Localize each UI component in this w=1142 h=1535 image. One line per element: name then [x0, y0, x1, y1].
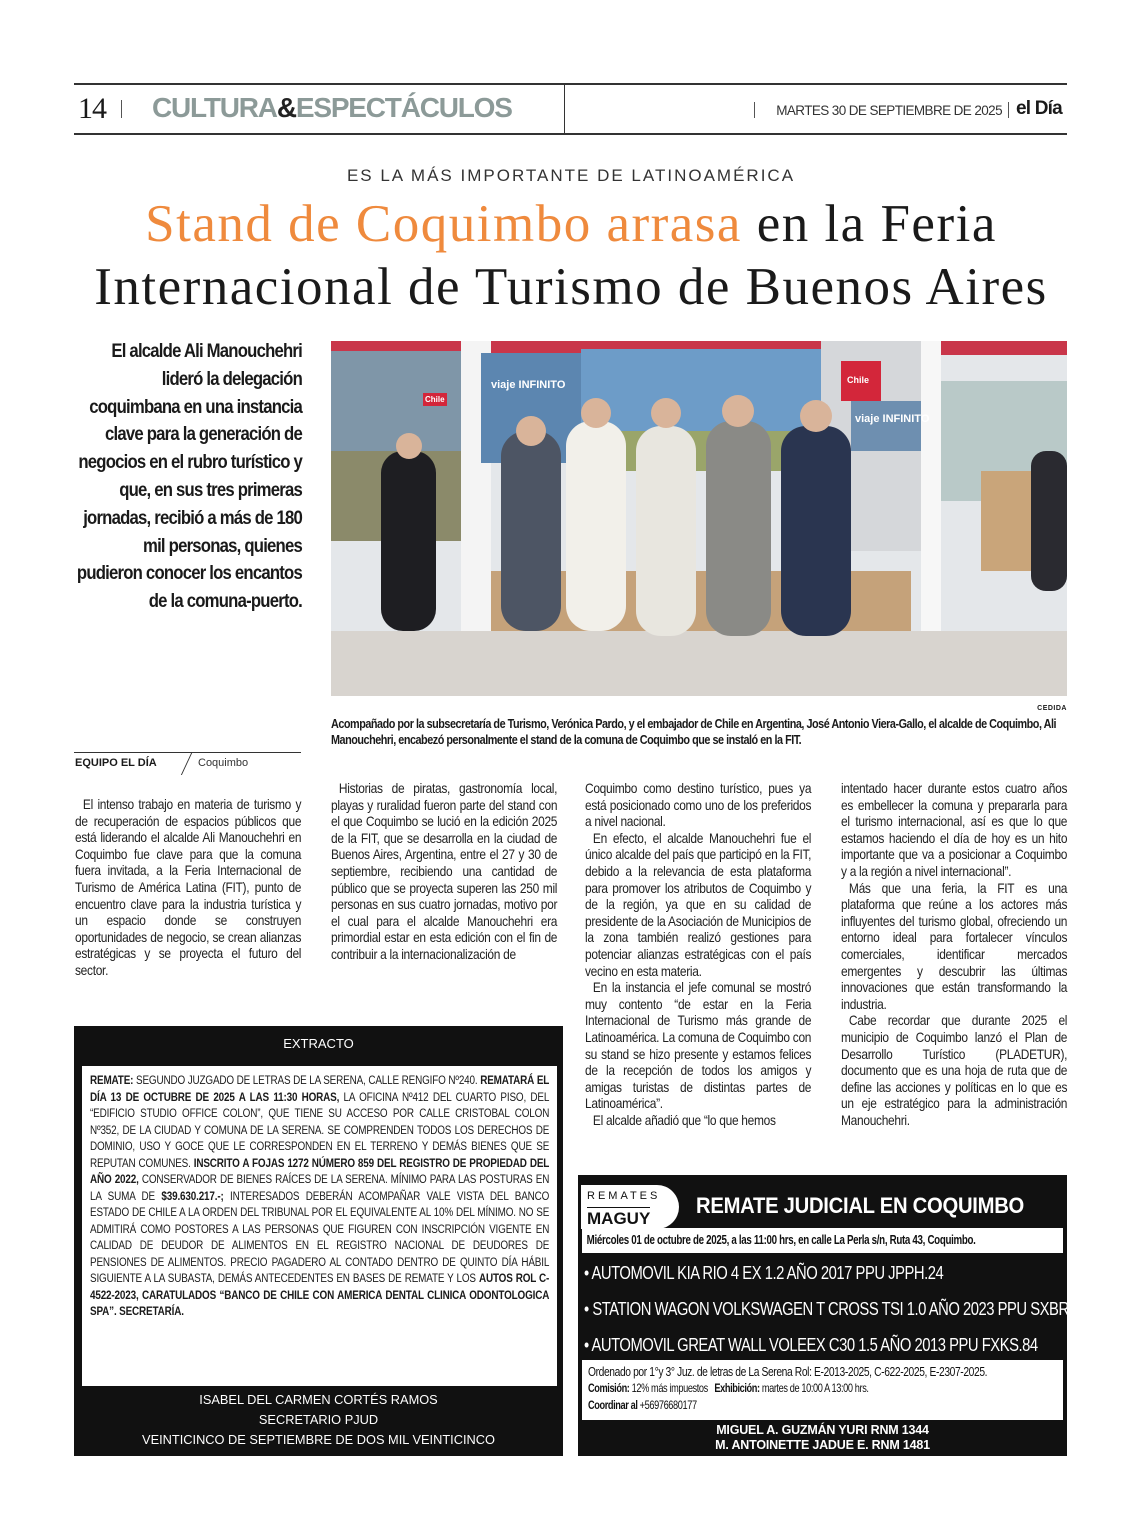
auctioneer-name: M. ANTOINETTE JADUE E. RNM 1481: [715, 1438, 930, 1452]
section-part2: ESPECTÁCULOS: [295, 92, 512, 123]
commission-label: Comisión:: [588, 1381, 630, 1395]
exhibition-value: martes de 10:00 A 13:00 hrs.: [759, 1381, 869, 1395]
divider: [564, 84, 565, 134]
header-bottom-rule: [74, 133, 1067, 135]
body-column-4: [841, 781, 1067, 1129]
auction-ad: [578, 1175, 1088, 1456]
extracto-segment: CONSERVADOR DE BIENES RAÍCES DE LA SERENA. MÍNIMO PARA LAS POSTURAS EN LA SUMA DE: [90, 1172, 550, 1203]
logo-top-text: REMATES: [587, 1190, 661, 1202]
extracto-segment: REMATARÁ EL DÍA 13 DE OCTUBRE DE 2025 A LAS 11:30 HORAS,: [90, 1073, 550, 1104]
auction-contact: [588, 1397, 954, 1414]
extracto-segment: LA OFICINA Nº412 DEL CUARTO PISO, DEL “EDIFICIO STUDIO OFFICE COLON”, QUE TIENE SU ACCESO POR CALLE CRISTOBAL COLON Nº352, DE LA CIUDAD Y COMUNA DE LA SERENA. SE COMPRENDEN TODOS LOS DERECHOS DE DOMINIO, USO Y GOCE QUE LE CORRESPONDEN EN EL TERRENO Y DEMÁS BIENES QUE SE REPUTAN COMUNES.: [90, 1089, 550, 1170]
extracto-text: [90, 1072, 549, 1320]
divider: [121, 100, 122, 118]
section-part1: CULTURA: [152, 92, 277, 123]
body-paragraph: Coquimbo como destino turístico, pues ya está posicionado como uno de los preferidos a nivel nacional.: [585, 781, 812, 830]
auction-info-text: [588, 1363, 988, 1414]
headline-line-1: [0, 194, 1142, 254]
extracto-signer-role: SECRETARIO PJUD: [258, 1412, 379, 1427]
auction-title: REMATE JUDICIAL EN COQUIMBO: [696, 1193, 1025, 1218]
body-paragraph: Historias de piratas, gastronomía local, playas y ruralidad fueron parte del stand con el que Coquimbo se lució en la edición 2025 de la FIT, que se desarrolla en la ciudad de Buenos Aires, Argentina, entre el 27 y 30 de septiembre, recibiendo una cantidad de público que se proyecta superen las 250 mil personas en sus cuatro jornadas, motivo por el cual para el alcalde Manouchehri era primordial estar en esta edición con el fin de contribuir a la internacionalización de: [331, 781, 558, 962]
byline: [74, 752, 301, 773]
photo-sign: viaje INFINITO: [855, 413, 930, 425]
section-amp: &: [276, 92, 296, 123]
body-paragraph: El intenso trabajo en materia de turismo y de recuperación de espacios públicos que está liderando el alcalde Ali Manouchehri en Coquimbo fue clave para que la comuna fuera invitada, a la Feria Internacional de Turismo de América Latina (FIT), punto de encuentro clave para la industria turística y un espacio donde se construyen oportunidades de negocio, se crean alianzas estratégicas y se proyecta el futuro del sector.: [75, 797, 302, 978]
body-paragraph: Más que una feria, la FIT es una plataforma que reúne a los actores más influyentes del turismo global, ofreciendo un entorno ideal para fortalecer vínculos comerciales, identificar mercados emergentes y descubrir las últimas innovaciones que están transformando la industria.: [841, 880, 1068, 1012]
commission-value: 12% más impuestos: [629, 1381, 708, 1395]
header-top-rule: [74, 83, 1067, 85]
contact-label: Coordinar al: [588, 1398, 638, 1412]
exhibition-label: Exhibición:: [714, 1381, 760, 1395]
extracto-segment: $39.630.217.-;: [161, 1188, 224, 1203]
photo-credit: CEDIDA: [1037, 705, 1067, 712]
auction-ordered: Ordenado por 1°y 3° Juz. de letras de La Serena Rol: E-2013-2025, C-622-2025, E-2307-2025.: [588, 1364, 988, 1379]
article-lead: El alcalde Ali Manouchehri lideró la delegación coquimbana en una instancia clave para la generación de negocios en el rubro turístico y que, en sus tres primeras jornadas, recibió a más de 180 mil personas, quienes pudieron conocer los encantos de la comuna-puerto.: [76, 341, 303, 613]
auctioneer-name: MIGUEL A. GUZMÁN YURI RNM 1344: [716, 1423, 929, 1437]
photo-sign: Chile: [425, 395, 445, 404]
body-paragraph: En efecto, el alcalde Manouchehri fue el único alcalde del país que participó en la FIT, debido a la relevancia de esta plataforma para promover los atributos de Coquimbo y de la región, ya que en su calidad de presidente de la Asociación de Municipios de la zona también realizó gestiones para potenciar alianzas estratégicas con el país vecino en esta materia.: [585, 830, 812, 979]
newspaper-logo: el Día: [1016, 98, 1062, 119]
extracto-title: EXTRACTO: [283, 1036, 354, 1051]
auction-info: [582, 1360, 1063, 1420]
extracto-segment: REMATE:: [90, 1073, 134, 1087]
body-paragraph: intentado hacer durante estos cuatro años es embellecer la comuna y prepararla para el turismo internacional, así es que lo que estamos haciendo el día de hoy es un hito importante que va a posicionar a Coquimbo y a la región a nivel internacional”.: [841, 781, 1068, 879]
byline-author: EQUIPO EL DÍA: [75, 757, 157, 769]
byline-separator: [181, 753, 192, 775]
article-photo: [331, 341, 1067, 696]
extracto-segment: INTERESADOS DEBERÁN ACOMPAÑAR VALE VISTA DEL BANCO ESTADO DE CHILE A LA ORDEN DEL TRIBUNAL POR EL EQUIVALENTE AL 10% DEL MÍNIMO. NO SE ADMITIRÁ COMO POSTORES A LAS PERSONAS QUE FIGUREN CON INSCRIPCIÓN VIGENTE EN CALIDAD DE DEUDOR DE ALIMENTOS EN EL REGISTRO NACIONAL DE DEUDORES DE PENSIONES DE ALIMENTOS. PRECIO PAGADERO AL CONTADO DENTRO DE QUINTO DÍA HÁBIL SIGUIENTE A LA SUBASTA, DEMÁS ANTECEDENTES EN BASES DE REMATE Y LOS: [90, 1188, 550, 1285]
divider: [754, 102, 755, 118]
headline-line-2: Internacional de Turismo de Buenos Aires: [94, 258, 1048, 316]
headline-highlight: Stand de Coquimbo arrasa: [145, 195, 742, 253]
auction-item: • STATION WAGON VOLKSWAGEN T CROSS TSI 1.0 AÑO 2023 PPU SXBR.66: [584, 1298, 1088, 1319]
extracto-signer: ISABEL DEL CARMEN CORTÉS RAMOS: [199, 1392, 438, 1407]
extracto-segment: SEGUNDO JUZGADO DE LETRAS DE LA SERENA, CALLE RENGIFO Nº240.: [133, 1073, 481, 1087]
body-paragraph: En la instancia el jefe comunal se mostró muy contento “de estar en la Feria Internacional de Turismo más grande de Latinoamérica. La comuna de Coquimbo con su stand se hizo presente y estamos felices de la recepción de todos los amigos y amigas turistas de distintas partes de Latinoamérica”.: [585, 980, 812, 1112]
contact-phone: +56976680177: [637, 1398, 697, 1412]
auction-terms: [588, 1380, 954, 1397]
issue-date: MARTES 30 DE SEPTIEMBRE DE 2025: [776, 103, 1002, 118]
auction-item: • AUTOMOVIL GREAT WALL VOLEEX C30 1.5 AÑO 2013 PPU FXKS.84: [584, 1334, 1038, 1355]
section-title: [152, 92, 512, 124]
extracto-segment: AUTOS ROL C-4522-2023, CARATULADOS “BANCO DE CHILE CON AMERICA DENTAL CLINICA ODONTOLOGICA SPA”. SECRETARÍA.: [90, 1271, 550, 1318]
divider: [1008, 102, 1009, 118]
extracto-body: [82, 1066, 557, 1386]
photo-caption: Acompañado por la subsecretaría de Turismo, Verónica Pardo, y el embajador de Chile en Argentina, José Antonio Viera-Gallo, el alcalde de Coquimbo, Ali Manouchehri, encabezó personalmente el stand de la comuna de Coquimbo que se instaló en la FIT.: [331, 717, 1057, 747]
body-column-3: [585, 781, 811, 1129]
logo-bottom-text: MAGUY: [587, 1209, 651, 1228]
headline-rest: en la Feria: [741, 195, 997, 253]
body-paragraph: Cabe recordar que durante 2025 el municipio de Coquimbo lanzó el Plan de Desarrollo Turístico (PLADETUR), documento que es una hoja de ruta que de define las acciones y políticas en lo que es un eje estratégico para la administración Manouchehri.: [841, 1013, 1068, 1128]
photo-sign: viaje INFINITO: [491, 379, 566, 391]
legal-notice-extracto: [74, 1026, 563, 1456]
auction-when: Miércoles 01 de octubre de 2025, a las 11:00 hrs, en calle La Perla s/n, Ruta 43, Coquimbo.: [586, 1233, 976, 1247]
extracto-segment: INSCRITO A FOJAS 1272 NÚMERO 859 DEL REGISTRO DE PROPIEDAD DEL AÑO 2022,: [90, 1155, 550, 1186]
article-kicker: ES LA MÁS IMPORTANTE DE LATINOAMÉRICA: [346, 166, 796, 185]
byline-location: Coquimbo: [198, 757, 249, 769]
page-number: 14: [78, 92, 106, 125]
remates-maguy-logo: [581, 1185, 679, 1229]
body-paragraph: El alcalde añadió que “lo que hemos: [592, 1112, 776, 1128]
auction-when-box: [582, 1228, 1063, 1253]
body-column-1: [75, 797, 301, 980]
photo-sign: Chile: [847, 375, 870, 385]
extracto-date: VEINTICINCO DE SEPTIEMBRE DE DOS MIL VEINTICINCO: [142, 1432, 495, 1447]
body-column-2: [331, 781, 557, 964]
auction-item: • AUTOMOVIL KIA RIO 4 EX 1.2 AÑO 2017 PPU JPPH.24: [584, 1262, 944, 1283]
